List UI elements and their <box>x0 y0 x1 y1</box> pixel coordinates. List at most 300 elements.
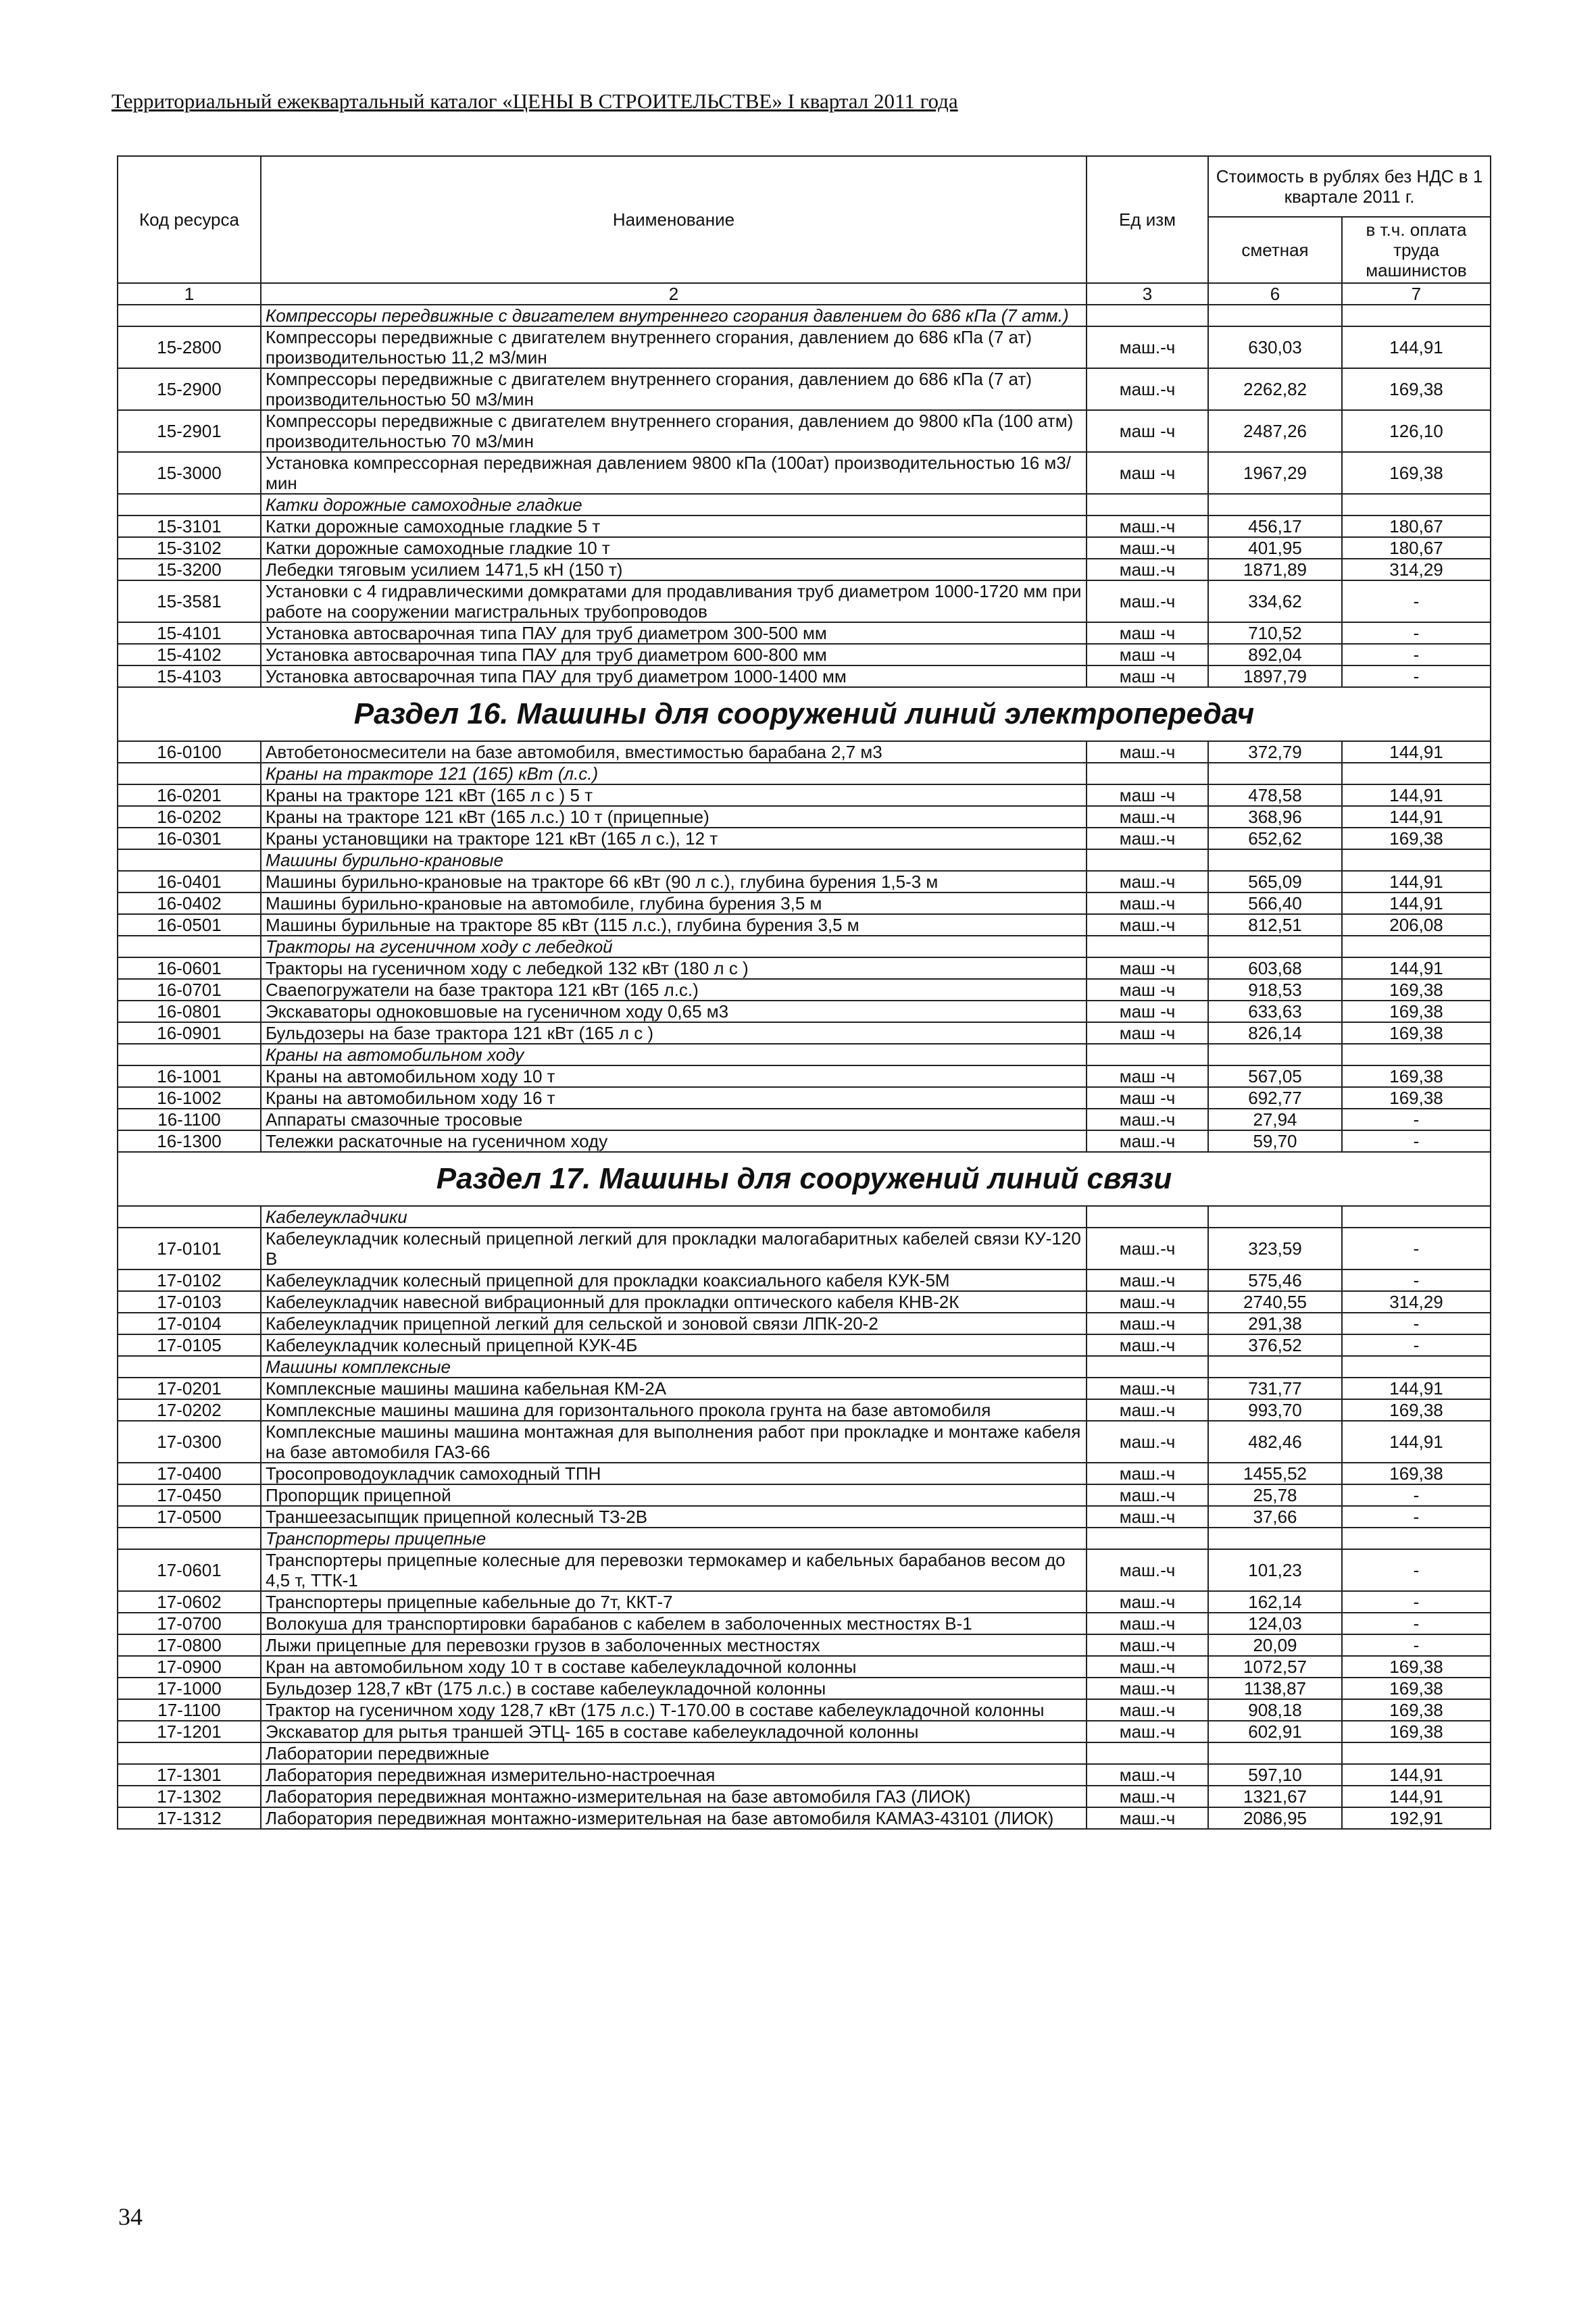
category-row <box>118 1044 1491 1065</box>
cell-labor <box>1342 1044 1491 1065</box>
cell-name: Кабелеукладчик прицепной легкий для сельской и зоновой связи ЛПК-20-2 <box>261 1313 1087 1334</box>
cell-unit: маш.-ч <box>1087 1399 1208 1421</box>
cell-unit: маш.-ч <box>1087 1506 1208 1528</box>
cell-estimate: 372,79 <box>1208 741 1342 763</box>
cell-estimate: 575,46 <box>1208 1269 1342 1291</box>
cell-code: 15-2800 <box>118 326 261 368</box>
cell-labor <box>1342 936 1491 957</box>
table-row <box>118 957 1491 979</box>
cell-labor: - <box>1342 644 1491 665</box>
cell-labor: 169,38 <box>1342 1678 1491 1699</box>
cell-estimate: 633,63 <box>1208 1001 1342 1022</box>
cell-code: 17-0450 <box>118 1484 261 1506</box>
table-row <box>118 1334 1491 1356</box>
cell-code: 17-0102 <box>118 1269 261 1291</box>
cell-labor: - <box>1342 1613 1491 1634</box>
cell-estimate: 603,68 <box>1208 957 1342 979</box>
cell-labor: 169,38 <box>1342 1022 1491 1044</box>
cell-unit: маш.-ч <box>1087 515 1208 537</box>
category-row <box>118 1356 1491 1378</box>
table-row <box>118 1549 1491 1591</box>
col-header-cost-group: Стоимость в рублях без НДС в 1 квартале 2011 г. <box>1208 156 1491 217</box>
cell-name: Краны на тракторе 121 кВт (165 л.с.) 10 т (прицепные) <box>261 806 1087 828</box>
cell-name: Установка компрессорная передвижная давлением 9800 кПа (100ат) производительностью 16 м3/мин <box>261 452 1087 494</box>
cell-unit: маш.-ч <box>1087 741 1208 763</box>
cell-labor: 144,91 <box>1342 1421 1491 1463</box>
cell-name: Краны на автомобильном ходу 10 т <box>261 1065 1087 1087</box>
cell-estimate: 692,77 <box>1208 1087 1342 1109</box>
cell-estimate: 2487,26 <box>1208 410 1342 452</box>
cell-labor: 169,38 <box>1342 1699 1491 1721</box>
col-header-estimate: сметная <box>1208 217 1342 283</box>
cell-unit: маш.-ч <box>1087 1421 1208 1463</box>
table-row <box>118 644 1491 665</box>
cell-unit: маш.-ч <box>1087 828 1208 849</box>
cell-estimate: 1455,52 <box>1208 1463 1342 1484</box>
cell-code: 16-0901 <box>118 1022 261 1044</box>
cell-code: 16-0701 <box>118 979 261 1001</box>
cell-unit: маш.-ч <box>1087 914 1208 936</box>
category-row <box>118 849 1491 871</box>
cell-estimate: 812,51 <box>1208 914 1342 936</box>
cell-estimate: 59,70 <box>1208 1130 1342 1152</box>
cell-estimate: 27,94 <box>1208 1109 1342 1130</box>
cell-code: 17-0202 <box>118 1399 261 1421</box>
cell-code: 16-1300 <box>118 1130 261 1152</box>
cell-unit: маш.-ч <box>1087 559 1208 580</box>
cell-unit: маш -ч <box>1087 1087 1208 1109</box>
cell-estimate <box>1208 305 1342 326</box>
cell-code: 16-1002 <box>118 1087 261 1109</box>
cell-estimate: 565,09 <box>1208 871 1342 892</box>
cell-estimate: 334,62 <box>1208 580 1342 622</box>
cell-labor: 192,91 <box>1342 1807 1491 1829</box>
table-row <box>118 1001 1491 1022</box>
table-body <box>118 305 1491 1829</box>
cell-labor: - <box>1342 1484 1491 1506</box>
table-row <box>118 1087 1491 1109</box>
cell-name: Траншеезасыпщик прицепной колесный ТЗ-2В <box>261 1506 1087 1528</box>
cell-estimate: 2740,55 <box>1208 1291 1342 1313</box>
cell-estimate <box>1208 1528 1342 1549</box>
table-row <box>118 1484 1491 1506</box>
cell-unit: маш.-ч <box>1087 1109 1208 1130</box>
cell-unit <box>1087 936 1208 957</box>
cell-code: 15-3000 <box>118 452 261 494</box>
cell-unit <box>1087 1206 1208 1228</box>
cell-unit: маш.-ч <box>1087 326 1208 368</box>
cell-name: Аппараты смазочные тросовые <box>261 1109 1087 1130</box>
cell-code: 15-2900 <box>118 368 261 410</box>
cell-code: 15-4101 <box>118 622 261 644</box>
category-row <box>118 1742 1491 1764</box>
cell-name: Транспортеры прицепные колесные для перевозки термокамер и кабельных барабанов весом до 4,5 т, ТТК-1 <box>261 1549 1087 1591</box>
col-header-name: Наименование <box>261 156 1087 283</box>
cell-estimate: 566,40 <box>1208 892 1342 914</box>
cell-name: Установка автосварочная типа ПАУ для труб диаметром 600-800 мм <box>261 644 1087 665</box>
table-row <box>118 1807 1491 1829</box>
cell-labor: 169,38 <box>1342 1656 1491 1678</box>
cell-name: Машины бурильно-крановые на автомобиле, глубина бурения 3,5 м <box>261 892 1087 914</box>
cell-name: Кабелеукладчик колесный прицепной КУК-4Б <box>261 1334 1087 1356</box>
cell-unit: маш -ч <box>1087 957 1208 979</box>
cell-estimate: 630,03 <box>1208 326 1342 368</box>
cell-code: 17-0201 <box>118 1378 261 1399</box>
cell-labor: 126,10 <box>1342 410 1491 452</box>
cell-labor: 169,38 <box>1342 452 1491 494</box>
cell-labor: 314,29 <box>1342 1291 1491 1313</box>
cell-code: 16-0601 <box>118 957 261 979</box>
cell-unit: маш.-ч <box>1087 537 1208 559</box>
cell-labor: 144,91 <box>1342 806 1491 828</box>
cell-estimate: 25,78 <box>1208 1484 1342 1506</box>
cell-code: 16-0402 <box>118 892 261 914</box>
cell-unit: маш -ч <box>1087 784 1208 806</box>
cell-labor: - <box>1342 1109 1491 1130</box>
cell-estimate: 908,18 <box>1208 1699 1342 1721</box>
cell-code <box>118 494 261 515</box>
category-row <box>118 763 1491 784</box>
page-number: 34 <box>118 2203 143 2230</box>
cell-labor: - <box>1342 1269 1491 1291</box>
cell-estimate: 2086,95 <box>1208 1807 1342 1829</box>
cell-name: Сваепогружатели на базе трактора 121 кВт (165 л.с.) <box>261 979 1087 1001</box>
table-row <box>118 784 1491 806</box>
cell-unit: маш.-ч <box>1087 1613 1208 1634</box>
cell-code <box>118 849 261 871</box>
cell-labor: - <box>1342 1313 1491 1334</box>
category-row <box>118 305 1491 326</box>
cell-code: 17-0105 <box>118 1334 261 1356</box>
category-title: Тракторы на гусеничном ходу с лебедкой <box>261 936 1087 957</box>
cell-name: Компрессоры передвижные с двигателем внутреннего сгорания, давлением до 9800 кПа (100 атм) производительностью 70 м3/мин <box>261 410 1087 452</box>
cell-name: Тракторы на гусеничном ходу с лебедкой 132 кВт (180 л с ) <box>261 957 1087 979</box>
cell-code <box>118 1044 261 1065</box>
cell-unit: маш -ч <box>1087 1001 1208 1022</box>
cell-labor: 169,38 <box>1342 1087 1491 1109</box>
cell-unit: маш.-ч <box>1087 1699 1208 1721</box>
table-row <box>118 1463 1491 1484</box>
cell-code <box>118 1528 261 1549</box>
cell-estimate <box>1208 763 1342 784</box>
table-row <box>118 1678 1491 1699</box>
cell-code <box>118 1356 261 1378</box>
cell-name: Установка автосварочная типа ПАУ для труб диаметром 300-500 мм <box>261 622 1087 644</box>
cell-name: Лебедки тяговым усилием 1471,5 кН (150 т) <box>261 559 1087 580</box>
cell-labor <box>1342 1356 1491 1378</box>
cell-name: Пропорщик прицепной <box>261 1484 1087 1506</box>
cell-labor: - <box>1342 1634 1491 1656</box>
cell-labor <box>1342 763 1491 784</box>
table-row <box>118 1721 1491 1742</box>
cell-estimate <box>1208 1742 1342 1764</box>
cell-name: Бульдозеры на базе трактора 121 кВт (165 л с ) <box>261 1022 1087 1044</box>
cell-name: Автобетоносмесители на базе автомобиля, вместимостью барабана 2,7 м3 <box>261 741 1087 763</box>
cell-code: 15-4102 <box>118 644 261 665</box>
cell-code: 15-2901 <box>118 410 261 452</box>
cell-name: Тележки раскаточные на гусеничном ходу <box>261 1130 1087 1152</box>
cell-unit <box>1087 1742 1208 1764</box>
table-row <box>118 622 1491 644</box>
category-title: Краны на автомобильном ходу <box>261 1044 1087 1065</box>
table-row <box>118 1699 1491 1721</box>
cell-code: 15-3101 <box>118 515 261 537</box>
category-title: Катки дорожные самоходные гладкие <box>261 494 1087 515</box>
cell-name: Машины бурильно-крановые на тракторе 66 кВт (90 л с.), глубина бурения 1,5-3 м <box>261 871 1087 892</box>
cell-labor <box>1342 494 1491 515</box>
cell-code: 16-0801 <box>118 1001 261 1022</box>
cell-unit: маш.-ч <box>1087 368 1208 410</box>
table-row <box>118 410 1491 452</box>
cell-code: 16-0201 <box>118 784 261 806</box>
cell-unit: маш -ч <box>1087 644 1208 665</box>
cell-labor: 169,38 <box>1342 1463 1491 1484</box>
cell-name: Транспортеры прицепные кабельные до 7т, ККТ-7 <box>261 1591 1087 1613</box>
col-header-unit: Ед изм <box>1087 156 1208 283</box>
cell-estimate: 456,17 <box>1208 515 1342 537</box>
cell-labor: 169,38 <box>1342 1065 1491 1087</box>
cell-unit: маш.-ч <box>1087 806 1208 828</box>
cell-unit: маш.-ч <box>1087 1678 1208 1699</box>
cell-name: Экскаватор для рытья траншей ЭТЦ- 165 в составе кабелеукладочной колонны <box>261 1721 1087 1742</box>
category-title: Кабелеукладчики <box>261 1206 1087 1228</box>
cell-code <box>118 305 261 326</box>
category-row <box>118 1528 1491 1549</box>
cell-name: Тросопроводоукладчик самоходный ТПН <box>261 1463 1087 1484</box>
cell-code: 15-3200 <box>118 559 261 580</box>
section-title: Раздел 17. Машины для сооружений линий связи <box>118 1152 1491 1206</box>
cell-name: Установки с 4 гидравлическими домкратами для продавливания труб диаметром 1000-1720 мм при работе на сооружении магистральных трубопроводов <box>261 580 1087 622</box>
table-row <box>118 1065 1491 1087</box>
table-row <box>118 741 1491 763</box>
cell-unit: маш.-ч <box>1087 1269 1208 1291</box>
cell-labor: 314,29 <box>1342 559 1491 580</box>
cell-unit: маш.-ч <box>1087 1291 1208 1313</box>
cell-unit: маш.-ч <box>1087 1656 1208 1678</box>
cell-estimate: 1138,87 <box>1208 1678 1342 1699</box>
cell-unit: маш.-ч <box>1087 1130 1208 1152</box>
cell-estimate: 124,03 <box>1208 1613 1342 1634</box>
cell-name: Кабелеукладчик навесной вибрационный для прокладки оптического кабеля КНВ-2К <box>261 1291 1087 1313</box>
cell-unit: маш.-ч <box>1087 1591 1208 1613</box>
category-title: Транспортеры прицепные <box>261 1528 1087 1549</box>
cell-code: 17-1201 <box>118 1721 261 1742</box>
cell-estimate: 1321,67 <box>1208 1786 1342 1807</box>
table-row <box>118 914 1491 936</box>
section-row <box>118 1152 1491 1206</box>
cell-code: 17-1100 <box>118 1699 261 1721</box>
cell-labor: 144,91 <box>1342 1764 1491 1786</box>
cell-unit: маш.-ч <box>1087 1463 1208 1484</box>
table-row <box>118 665 1491 687</box>
cell-code: 16-0501 <box>118 914 261 936</box>
table-row <box>118 1378 1491 1399</box>
cell-code: 16-1001 <box>118 1065 261 1087</box>
table-row <box>118 806 1491 828</box>
cell-labor: 144,91 <box>1342 741 1491 763</box>
cell-code: 16-0202 <box>118 806 261 828</box>
cell-labor <box>1342 1528 1491 1549</box>
cell-code: 17-0101 <box>118 1228 261 1269</box>
cell-code: 17-0900 <box>118 1656 261 1678</box>
cell-code: 16-0301 <box>118 828 261 849</box>
cell-estimate: 101,23 <box>1208 1549 1342 1591</box>
cell-unit: маш.-ч <box>1087 1721 1208 1742</box>
cell-name: Комплексные машины машина монтажная для выполнения работ при прокладке и монтаже кабеля на базе автомобиля ГАЗ-66 <box>261 1421 1087 1463</box>
cell-estimate: 2262,82 <box>1208 368 1342 410</box>
table-row <box>118 1269 1491 1291</box>
cell-unit: маш.-ч <box>1087 1764 1208 1786</box>
cell-code: 17-1302 <box>118 1786 261 1807</box>
cell-code: 15-3581 <box>118 580 261 622</box>
cell-name: Катки дорожные самоходные гладкие 5 т <box>261 515 1087 537</box>
cell-name: Кабелеукладчик колесный прицепной легкий для прокладки малогабаритных кабелей связи КУ-120 В <box>261 1228 1087 1269</box>
cell-estimate: 162,14 <box>1208 1591 1342 1613</box>
cell-estimate: 892,04 <box>1208 644 1342 665</box>
cell-estimate: 20,09 <box>1208 1634 1342 1656</box>
cell-labor: 180,67 <box>1342 537 1491 559</box>
cell-labor: 169,38 <box>1342 1001 1491 1022</box>
cell-labor: 169,38 <box>1342 368 1491 410</box>
cell-unit: маш.-ч <box>1087 1378 1208 1399</box>
cell-unit: маш -ч <box>1087 452 1208 494</box>
cell-labor: 144,91 <box>1342 871 1491 892</box>
cell-code: 17-0104 <box>118 1313 261 1334</box>
cell-code <box>118 1206 261 1228</box>
table-row <box>118 1613 1491 1634</box>
price-table <box>117 155 1491 1830</box>
category-row <box>118 494 1491 515</box>
cell-name: Лаборатория передвижная монтажно-измерительная на базе автомобиля ГАЗ (ЛИОК) <box>261 1786 1087 1807</box>
cell-code: 17-1312 <box>118 1807 261 1829</box>
cell-unit: маш -ч <box>1087 410 1208 452</box>
cell-name: Компрессоры передвижные с двигателем внутреннего сгорания, давлением до 686 кПа (7 ат) производительностью 11,2 м3/мин <box>261 326 1087 368</box>
cell-name: Катки дорожные самоходные гладкие 10 т <box>261 537 1087 559</box>
table-row <box>118 1506 1491 1528</box>
cell-unit: маш -ч <box>1087 1065 1208 1087</box>
cell-estimate: 376,52 <box>1208 1334 1342 1356</box>
cell-labor: - <box>1342 1334 1491 1356</box>
cell-labor: - <box>1342 1549 1491 1591</box>
col-number: 6 <box>1208 283 1342 305</box>
cell-labor <box>1342 849 1491 871</box>
table-row <box>118 1634 1491 1656</box>
table-row <box>118 1109 1491 1130</box>
cell-labor: - <box>1342 1228 1491 1269</box>
table-row <box>118 1228 1491 1269</box>
cell-name: Комплексные машины машина для горизонтального прокола грунта на базе автомобиля <box>261 1399 1087 1421</box>
cell-labor: 180,67 <box>1342 515 1491 537</box>
col-number: 1 <box>118 283 261 305</box>
cell-labor: - <box>1342 1130 1491 1152</box>
table-row <box>118 1786 1491 1807</box>
cell-unit: маш.-ч <box>1087 871 1208 892</box>
table-row <box>118 1313 1491 1334</box>
cell-name: Лыжи прицепные для перевозки грузов в заболоченных местностях <box>261 1634 1087 1656</box>
cell-unit: маш.-ч <box>1087 1786 1208 1807</box>
cell-estimate: 993,70 <box>1208 1399 1342 1421</box>
cell-code: 15-3102 <box>118 537 261 559</box>
cell-estimate: 597,10 <box>1208 1764 1342 1786</box>
cell-estimate: 323,59 <box>1208 1228 1342 1269</box>
cell-unit: маш.-ч <box>1087 1484 1208 1506</box>
table-row <box>118 1421 1491 1463</box>
cell-name: Краны установщики на тракторе 121 кВт (165 л с.), 12 т <box>261 828 1087 849</box>
section-row <box>118 687 1491 741</box>
category-title: Машины бурильно-крановые <box>261 849 1087 871</box>
cell-name: Машины бурильные на тракторе 85 кВт (115 л.с.), глубина бурения 3,5 м <box>261 914 1087 936</box>
cell-name: Лаборатория передвижная измерительно-настроечная <box>261 1764 1087 1786</box>
cell-labor: 144,91 <box>1342 957 1491 979</box>
cell-unit: маш.-ч <box>1087 1634 1208 1656</box>
cell-unit <box>1087 305 1208 326</box>
cell-labor: 206,08 <box>1342 914 1491 936</box>
cell-estimate: 478,58 <box>1208 784 1342 806</box>
cell-name: Установка автосварочная типа ПАУ для труб диаметром 1000-1400 мм <box>261 665 1087 687</box>
cell-unit <box>1087 1356 1208 1378</box>
cell-estimate: 918,53 <box>1208 979 1342 1001</box>
cell-unit: маш.-ч <box>1087 1807 1208 1829</box>
cell-estimate: 1967,29 <box>1208 452 1342 494</box>
cell-labor: 169,38 <box>1342 1721 1491 1742</box>
cell-labor: - <box>1342 622 1491 644</box>
cell-estimate <box>1208 494 1342 515</box>
cell-estimate: 1897,79 <box>1208 665 1342 687</box>
table-row <box>118 1764 1491 1786</box>
cell-unit: маш.-ч <box>1087 1313 1208 1334</box>
cell-labor: 144,91 <box>1342 892 1491 914</box>
cell-unit: маш.-ч <box>1087 1549 1208 1591</box>
table-row <box>118 537 1491 559</box>
cell-name: Волокуша для транспортировки барабанов с кабелем в заболоченных местностях В-1 <box>261 1613 1087 1634</box>
category-row <box>118 1206 1491 1228</box>
category-title: Компрессоры передвижные с двигателем внутреннего сгорания давлением до 686 кПа (7 атм.) <box>261 305 1087 326</box>
table-row <box>118 368 1491 410</box>
cell-estimate: 731,77 <box>1208 1378 1342 1399</box>
col-number: 3 <box>1087 283 1208 305</box>
category-title: Лаборатории передвижные <box>261 1742 1087 1764</box>
cell-code: 17-0300 <box>118 1421 261 1463</box>
col-header-code: Код ресурса <box>118 156 261 283</box>
cell-code <box>118 763 261 784</box>
cell-estimate: 482,46 <box>1208 1421 1342 1463</box>
cell-labor <box>1342 305 1491 326</box>
cell-code <box>118 936 261 957</box>
col-number: 2 <box>261 283 1087 305</box>
cell-code: 16-0100 <box>118 741 261 763</box>
cell-unit: маш -ч <box>1087 979 1208 1001</box>
cell-labor: - <box>1342 1591 1491 1613</box>
cell-name: Трактор на гусеничном ходу 128,7 кВт (175 л.с.) Т-170.00 в составе кабелеукладочной колонны <box>261 1699 1087 1721</box>
cell-code: 17-0602 <box>118 1591 261 1613</box>
cell-code: 17-0601 <box>118 1549 261 1591</box>
table-row <box>118 892 1491 914</box>
cell-unit: маш.-ч <box>1087 892 1208 914</box>
cell-unit: маш -ч <box>1087 665 1208 687</box>
cell-unit <box>1087 1044 1208 1065</box>
table-row <box>118 326 1491 368</box>
catalog-header: Территориальный ежеквартальный каталог «ЦЕНЫ В СТРОИТЕЛЬСТВЕ» I квартал 2011 года <box>111 89 958 113</box>
cell-name: Бульдозер 128,7 кВт (175 л.с.) в составе кабелеукладочной колонны <box>261 1678 1087 1699</box>
table-row <box>118 515 1491 537</box>
table-row <box>118 559 1491 580</box>
cell-name: Компрессоры передвижные с двигателем внутреннего сгорания, давлением до 686 кПа (7 ат) производительностью 50 м3/мин <box>261 368 1087 410</box>
col-header-labor: в т.ч. оплата труда машинистов <box>1342 217 1491 283</box>
cell-code: 17-0800 <box>118 1634 261 1656</box>
cell-code: 16-1100 <box>118 1109 261 1130</box>
cell-estimate <box>1208 1356 1342 1378</box>
cell-unit: маш.-ч <box>1087 580 1208 622</box>
